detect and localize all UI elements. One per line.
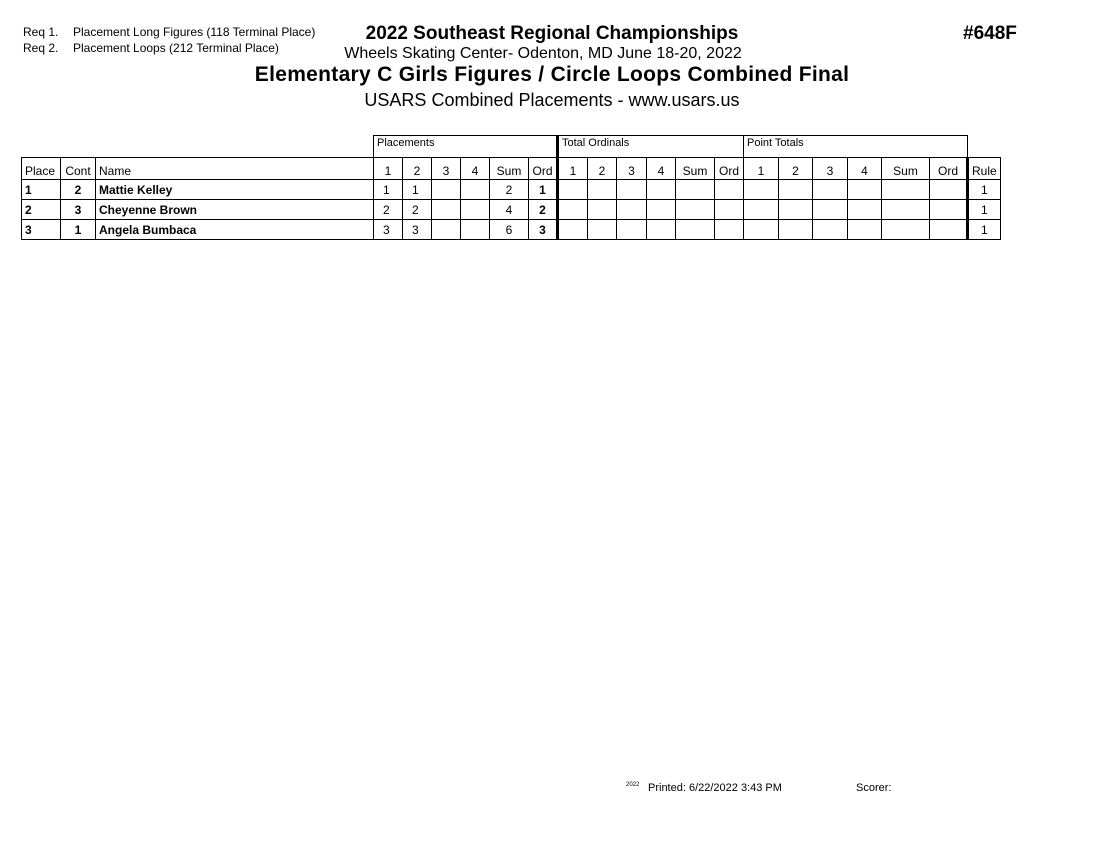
col-ordinal-4: 4 (647, 158, 676, 180)
row-p1: 1 (374, 180, 403, 200)
row-p4 (461, 200, 490, 220)
table-row (22, 180, 1001, 200)
col-points-4: 4 (848, 158, 882, 180)
col-placement-1: 1 (374, 158, 403, 180)
col-placement-3: 3 (432, 158, 461, 180)
row-p3 (432, 180, 461, 200)
row-name: Mattie Kelley (96, 180, 374, 200)
group-point-totals: Point Totals (744, 136, 968, 158)
row-p3 (432, 200, 461, 220)
col-ordinal-1: 1 (558, 158, 588, 180)
row-name: Angela Bumbaca (96, 220, 374, 240)
row-place: 3 (22, 220, 61, 240)
row-place: 2 (22, 200, 61, 220)
col-name: Name (96, 158, 374, 180)
col-placement-2: 2 (403, 158, 432, 180)
venue-date: Wheels Skating Center- Odenton, MD June 18-20, 2022 (344, 45, 742, 62)
col-points-sum: Sum (882, 158, 930, 180)
col-placement-sum: Sum (490, 158, 529, 180)
group-total-ordinals: Total Ordinals (558, 136, 744, 158)
footer-mark: 2022 (626, 782, 640, 788)
col-points-3: 3 (813, 158, 848, 180)
requirement-2-text: Placement Loops (212 Terminal Place) (73, 41, 279, 55)
col-rule: Rule (968, 158, 1001, 180)
row-p2: 2 (403, 200, 432, 220)
event-code: #648F (963, 23, 1017, 44)
col-ordinal-2: 2 (588, 158, 617, 180)
requirement-1-text: Placement Long Figures (118 Terminal Place) (73, 25, 316, 39)
row-place: 1 (22, 180, 61, 200)
row-ord: 2 (529, 200, 558, 220)
col-placement-ord: Ord (529, 158, 558, 180)
col-cont: Cont (61, 158, 96, 180)
col-points-ord: Ord (930, 158, 968, 180)
row-sum: 4 (490, 200, 529, 220)
row-p4 (461, 220, 490, 240)
usars-subtitle: USARS Combined Placements - www.usars.us (364, 90, 740, 110)
row-sum: 2 (490, 180, 529, 200)
col-place: Place (22, 158, 61, 180)
table-row (22, 200, 1001, 220)
table-row (22, 220, 1001, 240)
row-cont: 2 (61, 180, 96, 200)
row-ord: 1 (529, 180, 558, 200)
col-points-1: 1 (744, 158, 779, 180)
row-rule: 1 (968, 200, 1001, 220)
printed-timestamp: Printed: 6/22/2022 3:43 PM (648, 782, 782, 794)
scorer-label: Scorer: (856, 782, 892, 794)
event-title: Elementary C Girls Figures / Circle Loops Combined Final (254, 63, 850, 86)
row-p1: 3 (374, 220, 403, 240)
column-header-row (22, 158, 1001, 180)
group-placements: Placements (374, 136, 558, 158)
row-rule: 1 (968, 220, 1001, 240)
group-header-row (22, 136, 1001, 158)
row-p4 (461, 180, 490, 200)
row-cont: 3 (61, 200, 96, 220)
row-sum: 6 (490, 220, 529, 240)
championship-title: 2022 Southeast Regional Championships (365, 23, 739, 44)
row-name: Cheyenne Brown (96, 200, 374, 220)
col-ordinal-sum: Sum (676, 158, 715, 180)
col-ordinal-ord: Ord (715, 158, 744, 180)
row-p3 (432, 220, 461, 240)
row-ord: 3 (529, 220, 558, 240)
col-ordinal-3: 3 (617, 158, 647, 180)
results-table (21, 135, 1001, 240)
row-cont: 1 (61, 220, 96, 240)
row-rule: 1 (968, 180, 1001, 200)
row-p1: 2 (374, 200, 403, 220)
requirement-1-prefix: Req 1. (23, 25, 59, 39)
col-placement-4: 4 (461, 158, 490, 180)
requirement-2-prefix: Req 2. (23, 41, 59, 55)
col-points-2: 2 (779, 158, 813, 180)
row-p2: 3 (403, 220, 432, 240)
row-p2: 1 (403, 180, 432, 200)
